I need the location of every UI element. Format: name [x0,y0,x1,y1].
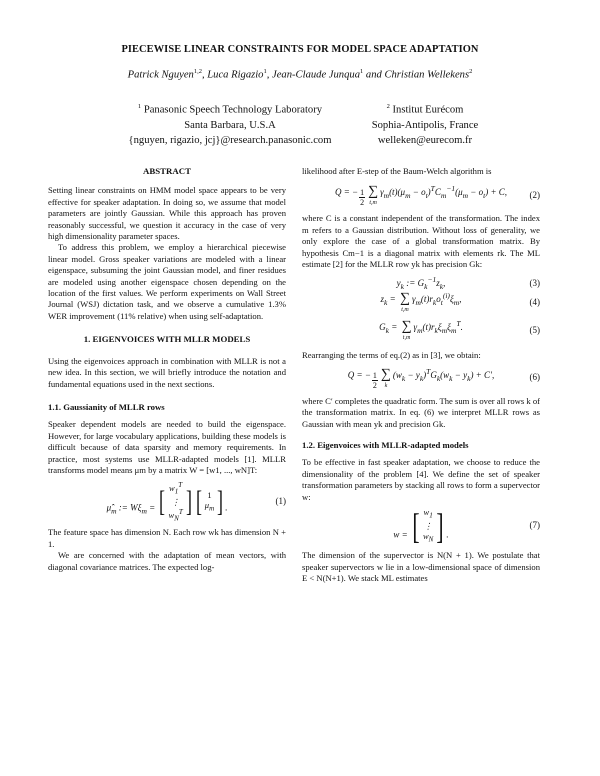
body-paragraph: The dimension of the supervector is N(N + 1). We postulate that speaker supervectors w lie in a low-dimensional space of dimension E < N(N+1). We stack ML estimates [302,550,540,584]
body-paragraph: Using the eigenvoices approach in combination with MLLR is not a new idea. In this section, we will briefly introduce the notation and fundamental equations used in the next sections. [48,355,286,389]
affiliation-eurecom [340,99,510,148]
subsection-heading: 1.1. Gaussianity of MLLR rows [48,401,165,412]
affiliation-name: Panasonic Speech Technology Laboratory [143,104,323,116]
equation-5 [302,318,540,342]
author-separator: , [266,69,273,81]
author-name: Jean-Claude Junqua [272,69,360,81]
affiliation-location: Sophia-Antipolis, France [371,119,479,131]
affiliation-location: Santa Barbara, U.S.A [184,119,276,131]
author-affiliation-mark: 1 [360,68,364,75]
body-paragraph: We are concerned with the adaptation of mean vectors, with diagonal covariance matrices. The expected log- [48,550,286,572]
body-paragraph: where C is a constant independent of the transformation. The index m refers to a Gaussian distribution. Without loss of generality, we only explore the case of a global transformation matrix. By hypothesis Cm−1 is a diagonal matrix with elements rk. The ML estimate [2] for the MLLR row yk has precision Gk: [302,213,540,270]
equation-body: $G_k$ = ∑ t,m $\gamma_m(t)r_k\xi_m\xi_m^T$. [379,319,463,342]
subsection-heading: 1.2. Eigenvoices with MLLR-adapted models [302,440,469,451]
abstract-paragraph: To address this problem, we employ a hierarchical piecewise linear model. Gross speaker variations are modeled with a linear eigenspace, subsuming the joint Gaussian model, and finer residues are modeled using another eigenspace chosen depending on the location of the first values. We perform experiments on Wall Street Journal (WSJ) dictation task, and we observe a cumulative 1.3% WER improvement (11% relative) when using self-adaptation. [48,242,286,321]
body-paragraph: To be effective in fast speaker adaptation, we choose to reduce the dimensionality of the problem [4]. We define the set of speaker transformation parameters by stacking all rows to form a supervector w: [302,457,540,502]
equation-body: $z_k$ = ∑ t,m $\gamma_m(t)r_ko_t^{(i)}\xi_m$, [380,291,462,314]
equation-body: $\mû_m$ := $W\xi_m$ = [ $w_1^T$ ⋮ $w_N^T$ ] [ 1 $\mu_m$ ] . [106,481,228,523]
author-name: Luca Rigazio [207,69,264,81]
equation-1 [48,480,286,523]
author-list [0,68,600,81]
author-conjunction: and [363,69,385,81]
author-name: Christian Wellekens [384,69,470,81]
abstract-heading: ABSTRACT [143,166,191,176]
equation-number: (7) [529,520,540,531]
equation-4 [302,290,540,314]
equation-2 [302,183,540,207]
equation-body: Q = − $\frac{1}{2}$ ∑ k $(w_k - y_k)^TG_k(w_k - y_k) + C'$, [347,366,495,390]
equation-3 [302,276,540,290]
equation-number: (4) [529,296,540,307]
body-paragraph: The feature space has dimension N. Each row wk has dimension N + 1. [48,527,286,549]
left-column [48,166,286,573]
equation-number: (3) [529,277,540,288]
affiliation-mark: 2 [386,103,390,110]
equation-number: (6) [529,372,540,383]
equation-number: (1) [275,496,286,507]
affiliation-email: welleken@eurecom.fr [377,134,473,146]
equation-body: $y_k$ := $G_k^{-1}z_k$, [396,275,446,292]
body-paragraph: Rearranging the terms of eq.(2) as in [3], we obtain: [302,350,481,361]
paper-title: PIECEWISE LINEAR CONSTRAINTS FOR MODEL SPACE ADAPTATION [121,44,479,55]
body-paragraph: likelihood after E-step of the Baum-Welch algorithm is [302,166,492,176]
body-paragraph: Speaker dependent models are needed to build the eigenspace. However, for large vocabulary applications, building these models is difficult because of data sparsity and memory requirements. In practice, most systems use MLLR-adapted models [1]. MLLR transforms model means μm by a matrix W = [w1, ..., wN]T: [48,419,286,475]
author-affiliation-mark: 2 [469,68,473,75]
abstract-paragraph: Setting linear constraints on HMM model space appears to be very effective for speaker adaptation. In doing so, we assume that model parameters are jointly Gaussian. While this approach has proven reasonably successful, we question it accuracy in the case of very high dimensionality parameter spaces. [48,185,286,242]
equation-6 [302,366,540,390]
author-affiliation-mark: 1 [263,68,267,75]
equation-number: (2) [529,189,540,200]
affiliation-mark: 1 [137,103,142,110]
author-separator: , [201,69,208,81]
body-paragraph: where C′ completes the quadratic form. The sum is over all rows k of the transformation matrix. In eq. (6) we interpret MLLR rows as Gaussian with mean yk and precision Gk. [302,395,540,429]
affiliation-name: Institut Eurécom [392,104,464,116]
author-name: Patrick Nguyen [127,69,194,81]
equation-body: Q = − $\frac{1}{2}$ ∑ t,m $\gamma_m(t)(\mu_m - o_t)^TC_m^{-1}(\mu_m - o_t) + C$, [334,184,508,208]
author-affiliation-mark: 1,2 [193,68,202,75]
right-column [302,166,540,585]
equation-7 [302,507,540,544]
equation-body: w = [ $w_1$ ⋮ $w_N$ ] . [393,505,449,546]
section-heading: 1. EIGENVOICES WITH MLLR MODELS [83,334,251,345]
equation-number: (5) [529,324,540,335]
affiliation-panasonic [110,99,350,148]
affiliation-email: {nguyen, rigazio, jcj}@research.panasonic.com [128,134,332,146]
